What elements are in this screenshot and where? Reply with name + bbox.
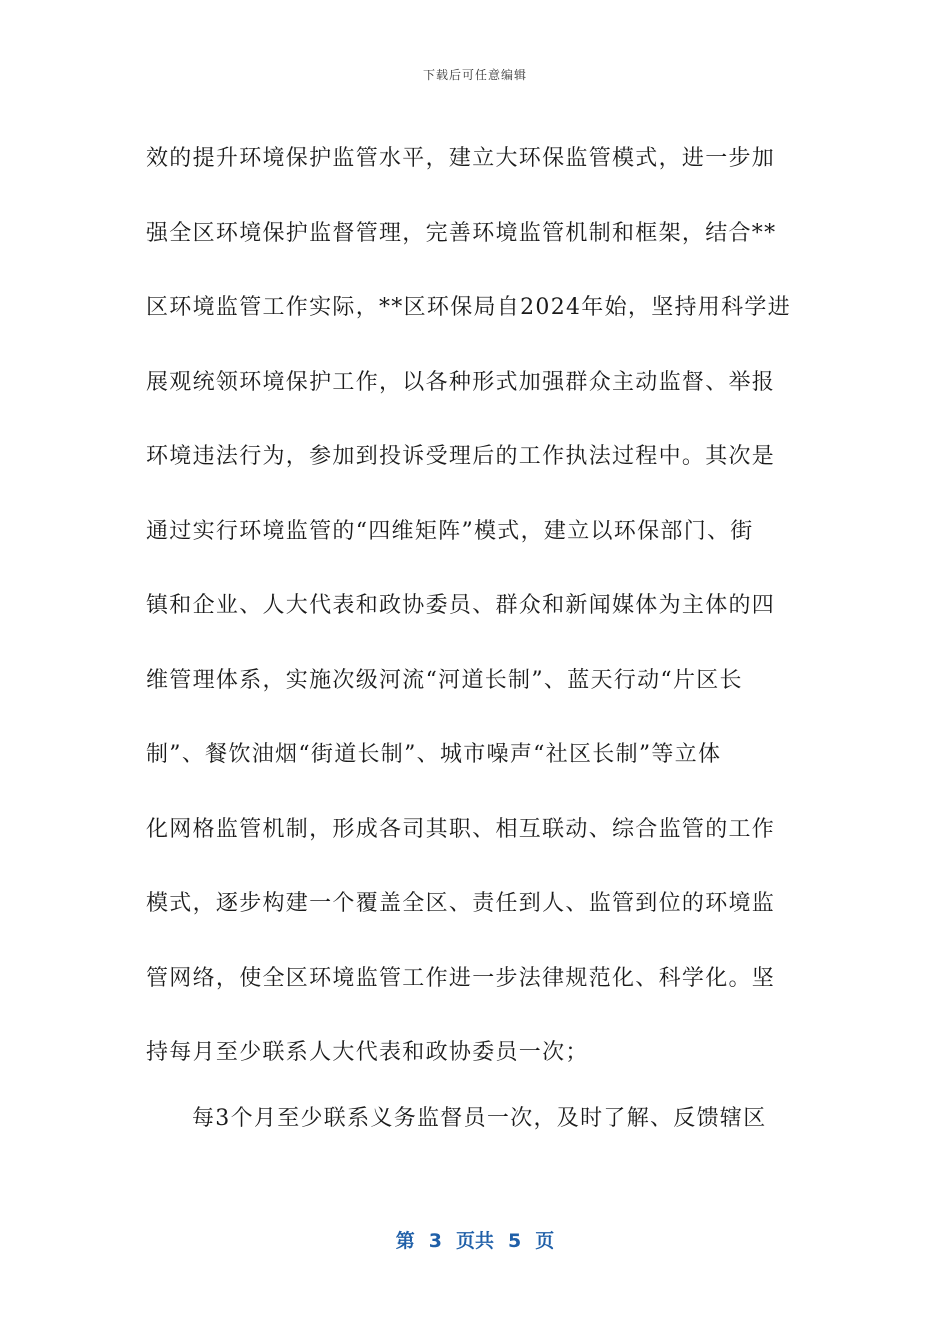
current-page-number: 3 [428,1230,442,1252]
body-line: 效的提升环境保护监管水平，建立大环保监管模式，进一步加 [146,146,776,171]
body-line: 镇和企业、人大代表和政协委员、群众和新闻媒体为主体的四 [146,593,776,618]
document-body [146,122,811,1091]
paragraph-two: 每3个月至少联系义务监督员一次，及时了解、反馈辖区 [192,1106,767,1131]
page-label-middle: 页共 [455,1230,494,1252]
page-label-prefix: 第 [395,1230,415,1252]
body-line: 化网格监管机制，形成各司其职、相互联动、综合监管的工作 [146,816,776,842]
body-line: 制”、餐饮油烟“街道长制”、城市噪声“社区长制”等立体 [146,742,722,767]
body-line: 强全区环境保护监督管理，完善环境监管机制和框架，结合** [146,220,777,246]
page-footer [0,1226,950,1253]
body-line: 模式，逐步构建一个覆盖全区、责任到人、监管到位的环境监 [146,891,776,916]
body-line: 区环境监管工作实际，**区环保局自2024年始，坚持用科学进 [146,295,791,320]
body-line: 展观统领环境保护工作，以各种形式加强群众主动监督、举报 [146,369,776,395]
body-line: 维管理体系，实施次级河流“河道长制”、蓝天行动“片区长 [146,667,743,693]
header-note: 下载后可任意编辑 [422,68,527,82]
body-line: 环境违法行为，参加到投诉受理后的工作执法过程中。其次是 [146,444,776,469]
total-pages-number: 5 [508,1230,522,1252]
body-line: 管网络，使全区环境监管工作进一步法律规范化、科学化。坚 [146,965,776,991]
page-label-suffix: 页 [535,1230,555,1252]
body-line: 通过实行环境监管的“四维矩阵”模式，建立以环保部门、街 [146,518,754,544]
body-line: 持每月至少联系人大代表和政协委员一次； [146,1040,589,1065]
